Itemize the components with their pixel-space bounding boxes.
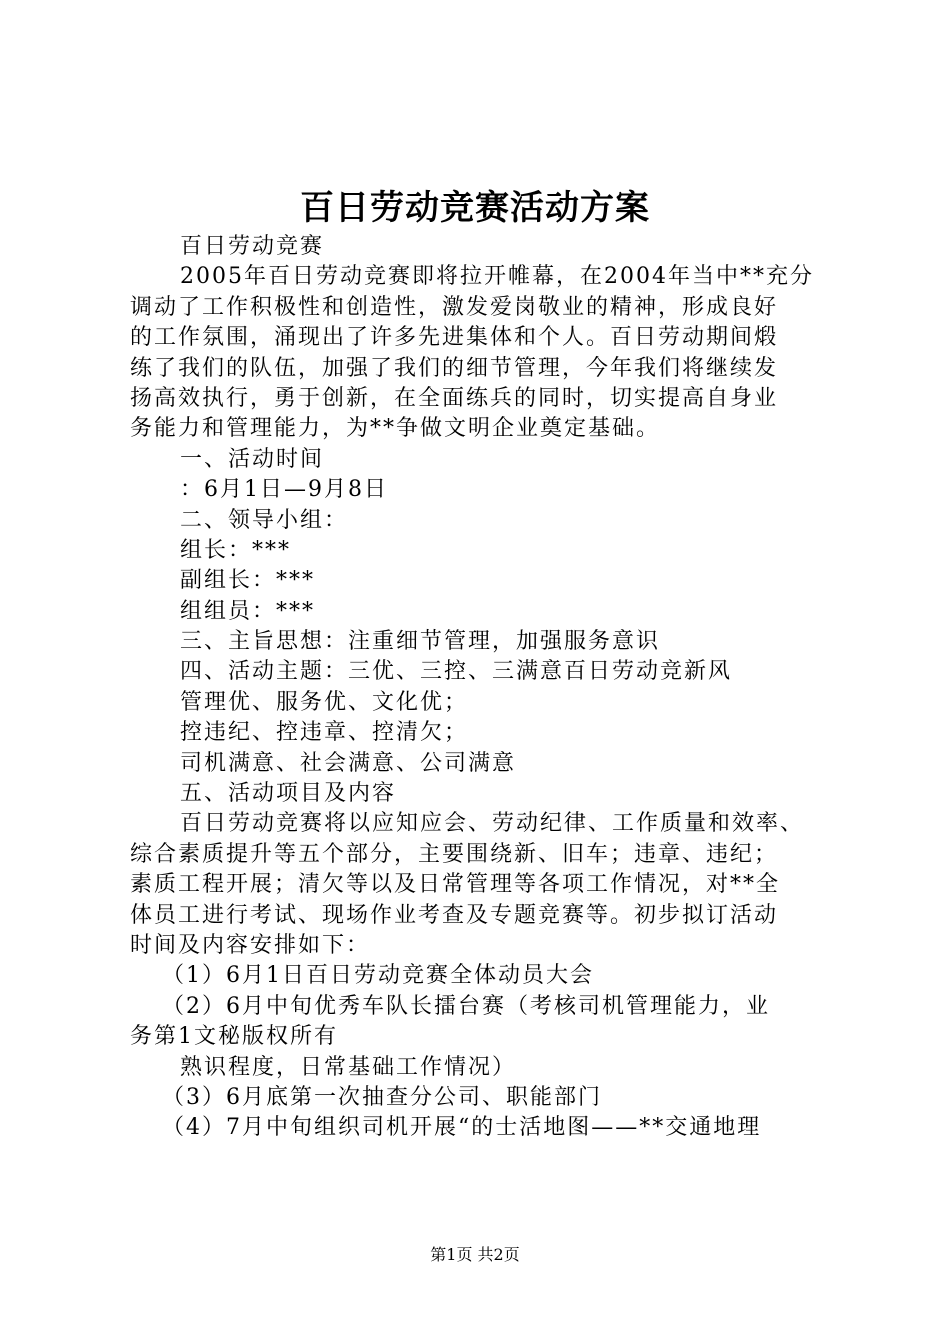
paragraph-line: 扬高效执行，勇于创新，在全面练兵的同时，切实提高自身业 <box>130 385 779 411</box>
list-item: （2）6月中旬优秀车队长擂台赛（考核司机管理能力，业 <box>162 993 770 1019</box>
list-item: （3）6月底第一次抽查分公司、职能部门 <box>162 1084 602 1110</box>
paragraph-line: 的工作氛围，涌现出了许多先进集体和个人。百日劳动期间煅 <box>130 325 779 351</box>
paragraph-line: 综合素质提升等五个部分，主要围绕新、旧车；违章、违纪； <box>130 841 779 867</box>
document-title: 百日劳动竞赛活动方案 <box>300 188 650 228</box>
paragraph-line: 组组员：*** <box>180 598 316 624</box>
page-footer: 第1页 共2页 <box>430 1245 520 1264</box>
paragraph-line: 组长：*** <box>180 537 292 563</box>
paragraph-line: 司机满意、社会满意、公司满意 <box>180 750 517 776</box>
paragraph-line: 练了我们的队伍，加强了我们的细节管理，今年我们将继续发 <box>130 355 779 381</box>
section-heading: 五、活动项目及内容 <box>180 781 397 807</box>
paragraph-line: 管理优、服务优、文化优； <box>180 689 469 715</box>
paragraph-line: 副组长：*** <box>180 568 316 594</box>
paragraph-line: 体员工进行考试、现场作业考查及专题竞赛等。初步拟订活动 <box>130 902 779 928</box>
paragraph-line: 控违纪、控违章、控清欠； <box>180 720 469 746</box>
paragraph-line: 熟识程度，日常基础工作情况） <box>180 1054 517 1080</box>
paragraph-line: 时间及内容安排如下： <box>130 932 371 958</box>
paragraph-line: 务第1文秘版权所有 <box>130 1024 338 1050</box>
paragraph-line: 素质工程开展；清欠等以及日常管理等各项工作情况，对**全 <box>130 872 781 898</box>
section-heading: 四、活动主题：三优、三控、三满意百日劳动竞新风 <box>180 659 733 685</box>
section-heading: 三、主旨思想：注重细节管理，加强服务意识 <box>180 629 661 655</box>
section-heading: 一、活动时间 <box>180 446 325 472</box>
section-heading: 二、领导小组： <box>180 507 349 533</box>
paragraph-line: 调动了工作积极性和创造性，激发爱岗敬业的精神，形成良好 <box>130 294 779 320</box>
paragraph-line: 百日劳动竞赛将以应知应会、劳动纪律、工作质量和效率、 <box>180 811 805 837</box>
paragraph-line: 2005年百日劳动竞赛即将拉开帷幕，在2004年当中**充分 <box>180 264 814 290</box>
list-item: （4）7月中旬组织司机开展“的士活地图——**交通地理 <box>162 1115 762 1141</box>
subtitle-line: 百日劳动竞赛 <box>180 234 325 259</box>
paragraph-line: 务能力和管理能力，为**争做文明企业奠定基础。 <box>130 416 661 442</box>
document-body <box>130 232 830 1144</box>
paragraph-line: ：6月1日—9月8日 <box>180 477 388 503</box>
list-item: （1）6月1日百日劳动竞赛全体动员大会 <box>162 963 594 989</box>
